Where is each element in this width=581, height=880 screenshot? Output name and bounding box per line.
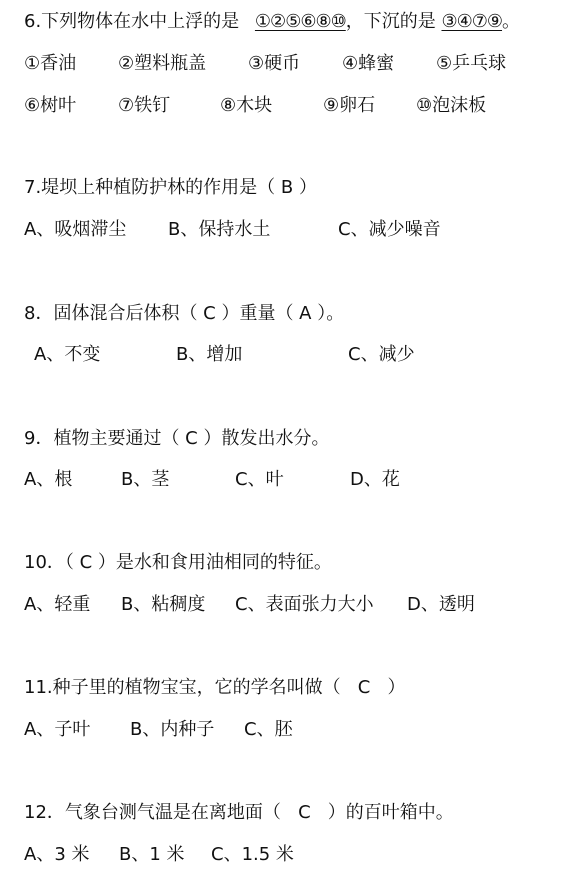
q7-option-a: A、吸烟滞尘 (24, 219, 127, 240)
q6-answer-sink: ③④⑦⑨ (441, 11, 503, 32)
q6-answer-float: ①②⑤⑥⑧⑩ (254, 11, 346, 32)
q12-option-c: C、1.5 米 (211, 844, 294, 865)
q10-option-d: D、透明 (407, 594, 475, 615)
q6-item-1: ①香油 (24, 53, 77, 74)
q6-text-b: ，下沉的是 (345, 11, 436, 32)
q12-question: 12．气象台测气温是在离地面（ C ）的百叶箱中。 (24, 802, 454, 823)
q10-option-a: A、轻重 (24, 594, 91, 615)
q6-item-5: ⑤乒乓球 (436, 53, 507, 74)
q9-question: 9．植物主要通过（ C ）散发出水分。 (24, 428, 330, 449)
q6-item-10: ⑩泡沫板 (416, 95, 487, 116)
q11-option-a: A、子叶 (24, 719, 91, 740)
q11-option-c: C、胚 (244, 719, 293, 740)
q8-question: 8．固体混合后体积（ C ）重量（ A ）。 (24, 303, 345, 324)
q9-option-d: D、花 (350, 469, 400, 490)
q6-item-4: ④蜂蜜 (342, 53, 395, 74)
q8-option-b: B、增加 (176, 344, 243, 365)
q6-item-7: ⑦铁钉 (118, 95, 171, 116)
q11-question: 11.种子里的植物宝宝，它的学名叫做（ C ） (24, 677, 406, 698)
q8-option-c: C、减少 (348, 344, 415, 365)
q10-question: 10．（ C ）是水和食用油相同的特征。 (24, 552, 332, 573)
q7-option-b: B、保持水土 (168, 219, 271, 240)
q6-question (24, 10, 520, 34)
q9-option-a: A、根 (24, 469, 73, 490)
q12-option-a: A、3 米 (24, 844, 90, 865)
q10-option-c: C、表面张力大小 (235, 594, 374, 615)
q6-item-6: ⑥树叶 (24, 95, 77, 116)
q11-option-b: B、内种子 (130, 719, 215, 740)
q7-option-c: C、减少噪音 (338, 219, 441, 240)
q6-item-9: ⑨卵石 (323, 95, 376, 116)
q10-option-b: B、粘稠度 (121, 594, 206, 615)
q12-option-b: B、1 米 (119, 844, 185, 865)
q9-option-b: B、茎 (121, 469, 170, 490)
q6-item-2: ②塑料瓶盖 (118, 53, 207, 74)
q6-text-c: 。 (502, 11, 521, 32)
q6-item-8: ⑧木块 (220, 95, 273, 116)
q9-option-c: C、叶 (235, 469, 284, 490)
q7-question: 7.堤坝上种植防护林的作用是（ B ） (24, 177, 317, 198)
q6-text-a: 6.下列物体在水中上浮的是 (24, 11, 240, 32)
q8-option-a: A、不变 (34, 344, 101, 365)
q6-item-3: ③硬币 (248, 53, 301, 74)
